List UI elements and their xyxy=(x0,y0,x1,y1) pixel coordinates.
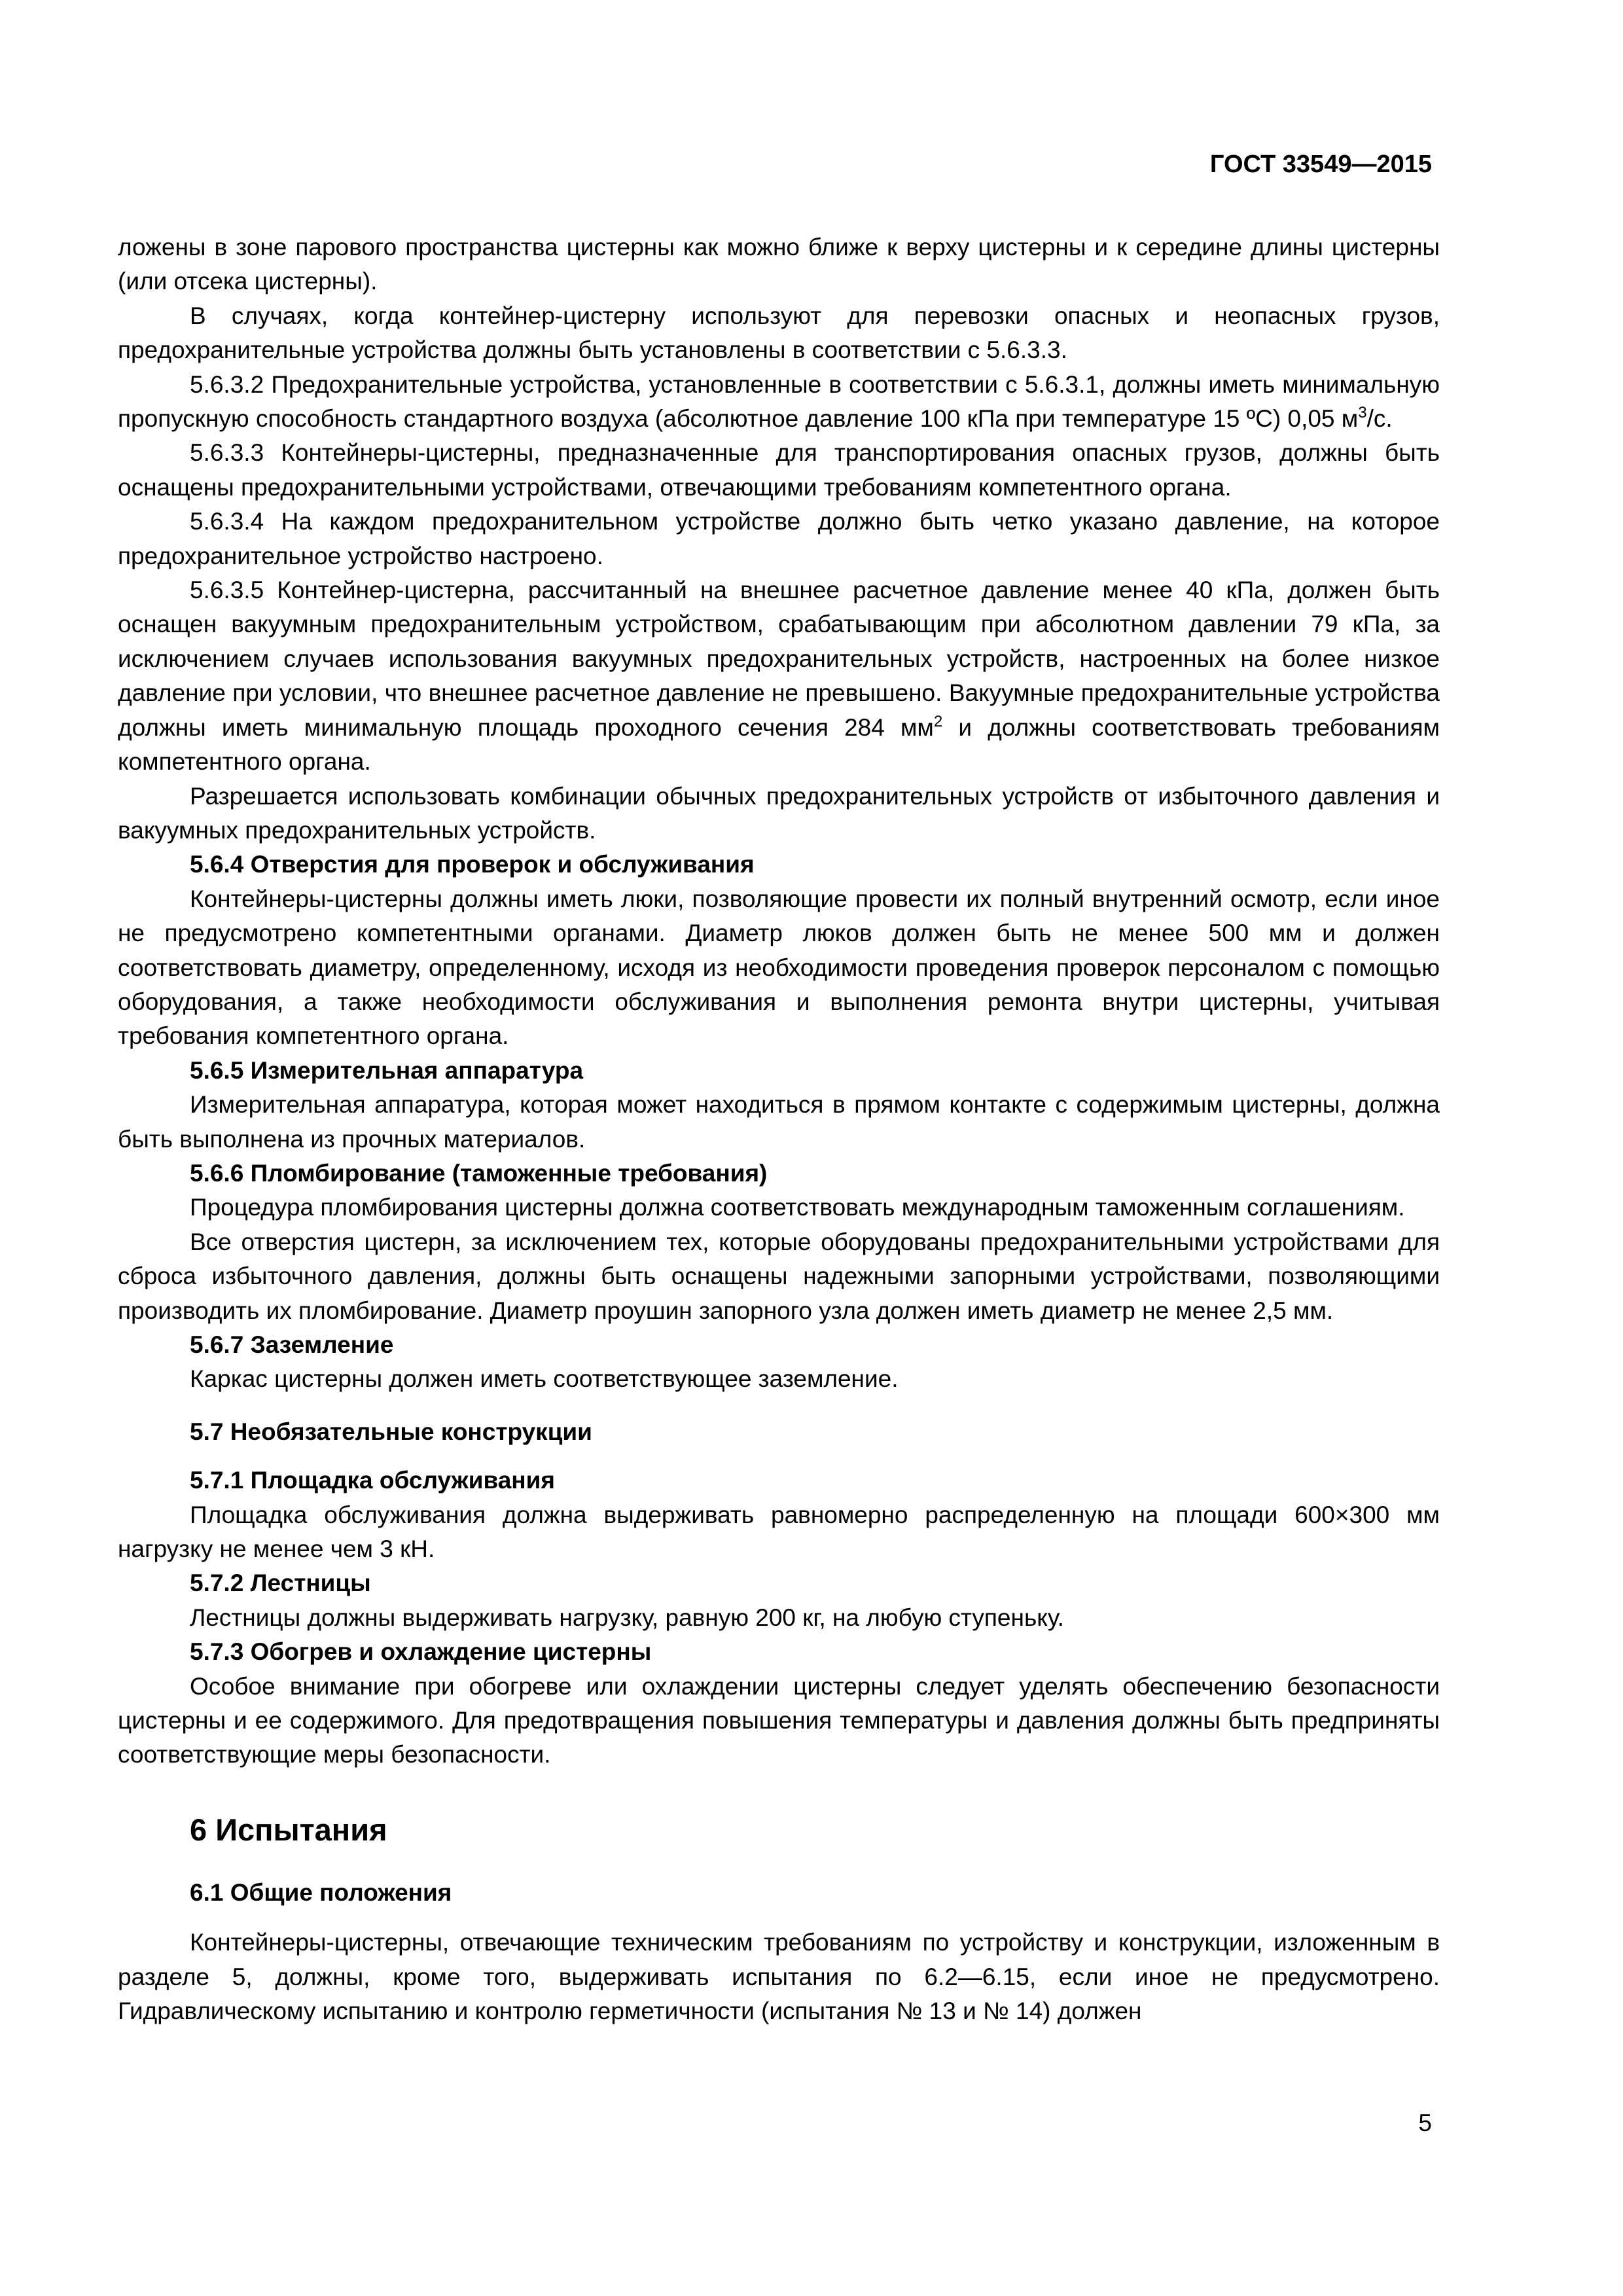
clause-5-6-3-4: 5.6.3.4 На каждом предохранительном устройстве должно быть четко указано давление, на которое предохранительное устройство настроено. xyxy=(118,508,1440,569)
paragraph: Особое внимание при обогреве или охлаждении цистерны следует уделять обеспечению безопасности цистерны и ее содержимого. Для предотвращения повышения температуры и давления должны быть предприняты соответствующие меры безопасности. xyxy=(118,1672,1440,1768)
paragraph: Все отверстия цистерн, за исключением тех, которые оборудованы предохранительными устройствами для сброса избыточного давления, должны быть оснащены надежными запорными устройствами, позволяющими производить их пломбирование. Диаметр проушин запорного узла должен иметь диаметр не менее 2,5 мм. xyxy=(118,1228,1440,1324)
heading-5-7-2: 5.7.2 Лестницы xyxy=(190,1570,371,1597)
clause-5-6-3-5 xyxy=(118,573,1440,779)
document-body xyxy=(118,230,1440,2029)
heading-5-6-5: 5.6.5 Измерительная аппаратура xyxy=(190,1056,584,1084)
heading-5-6-6: 5.6.6 Пломбирование (таможенные требования) xyxy=(190,1159,768,1187)
paragraph-continuation: ложены в зоне парового пространства цистерны как можно ближе к верху цистерны и к середине длины цистерны (или отсека цистерны). xyxy=(118,234,1440,295)
clause-text: 5.6.3.5 Контейнер-цистерна, рассчитанный на внешнее расчетное давление менее 40 кПа, должен быть оснащен вакуумным предохранительным устройством, срабатывающим при абсолютном давлении 79 кПа, за исключением случаев использования вакуумных предохранительных устройств, настроенных на более низкое давление при условии, что внешнее расчетное давление не превышено. Вакуумные предохранительные устройства должны иметь минимальную площадь проходного сечения 284 мм xyxy=(118,577,1440,741)
superscript: 2 xyxy=(933,712,943,730)
heading-5-6-7: 5.6.7 Заземление xyxy=(190,1331,394,1358)
paragraph: Каркас цистерны должен иметь соответствующее заземление. xyxy=(190,1365,899,1393)
heading-5-7-3: 5.7.3 Обогрев и охлаждение цистерны xyxy=(190,1638,652,1666)
paragraph: Разрешается использовать комбинации обычных предохранительных устройств от избыточного давления и вакуумных предохранительных устройств. xyxy=(118,782,1440,844)
section-heading-6: 6 Испытания xyxy=(190,1812,387,1847)
paragraph: Контейнеры-цистерны, отвечающие техническим требованиям по устройству и конструкции, изложенным в разделе 5, должны, кроме того, выдерживать испытания по 6.2—6.15, если иное не предусмотрено. Гидравлическому испытанию и контролю герметичности (испытания № 13 и № 14) должен xyxy=(118,1929,1440,2025)
heading-5-6-4: 5.6.4 Отверстия для проверок и обслуживания xyxy=(190,851,755,878)
paragraph: Процедура пломбирования цистерны должна соответствовать международным таможенным соглашениям. xyxy=(190,1194,1405,1221)
paragraph: Лестницы должны выдерживать нагрузку, равную 200 кг, на любую ступеньку. xyxy=(190,1604,1064,1631)
clause-text: 5.6.3.2 Предохранительные устройства, установленные в соответствии с 5.6.3.1, должны иметь минимальную пропускную способность стандартного воздуха (абсолютное давление 100 кПа при температуре 15 ºC) 0,05 м xyxy=(118,370,1440,433)
heading-6-1: 6.1 Общие положения xyxy=(190,1878,452,1906)
clause-text-end: /с. xyxy=(1366,405,1393,433)
page-number: 5 xyxy=(1418,2109,1432,2136)
paragraph: Площадка обслуживания должна выдерживать равномерно распределенную на площади 600×300 мм нагрузку не менее чем 3 кН. xyxy=(118,1501,1440,1563)
document-code-header: ГОСТ 33549—2015 xyxy=(1209,151,1432,178)
clause-5-6-3-2 xyxy=(118,368,1440,437)
clause-5-6-3-3: 5.6.3.3 Контейнеры-цистерны, предназначенные для транспортирования опасных грузов, должны быть оснащены предохранительными устройствами, отвечающими требованиям компетентного органа. xyxy=(118,439,1440,501)
superscript: 3 xyxy=(1358,404,1367,422)
clause-text-end: и должны соответствовать требованиям компетентного органа. xyxy=(118,713,1440,776)
heading-5-7: 5.7 Необязательные конструкции xyxy=(190,1418,592,1445)
paragraph: В случаях, когда контейнер-цистерну используют для перевозки опасных и неопасных грузов, предохранительные устройства должны быть установлены в соответствии с 5.6.3.3. xyxy=(118,302,1440,364)
paragraph: Измерительная аппаратура, которая может находиться в прямом контакте с содержимым цистерны, должна быть выполнена из прочных материалов. xyxy=(118,1091,1440,1153)
heading-5-7-1: 5.7.1 Площадка обслуживания xyxy=(190,1467,555,1494)
paragraph: Контейнеры-цистерны должны иметь люки, позволяющие провести их полный внутренний осмотр, если иное не предусмотрено компетентными органами. Диаметр люков должен быть не менее 500 мм и должен соответствовать диаметру, определенному, исходя из необходимости проведения проверок персоналом с помощью оборудования, а также необходимости обслуживания и выполнения ремонта внутри цистерны, учитывая требования компетентного органа. xyxy=(118,885,1440,1050)
